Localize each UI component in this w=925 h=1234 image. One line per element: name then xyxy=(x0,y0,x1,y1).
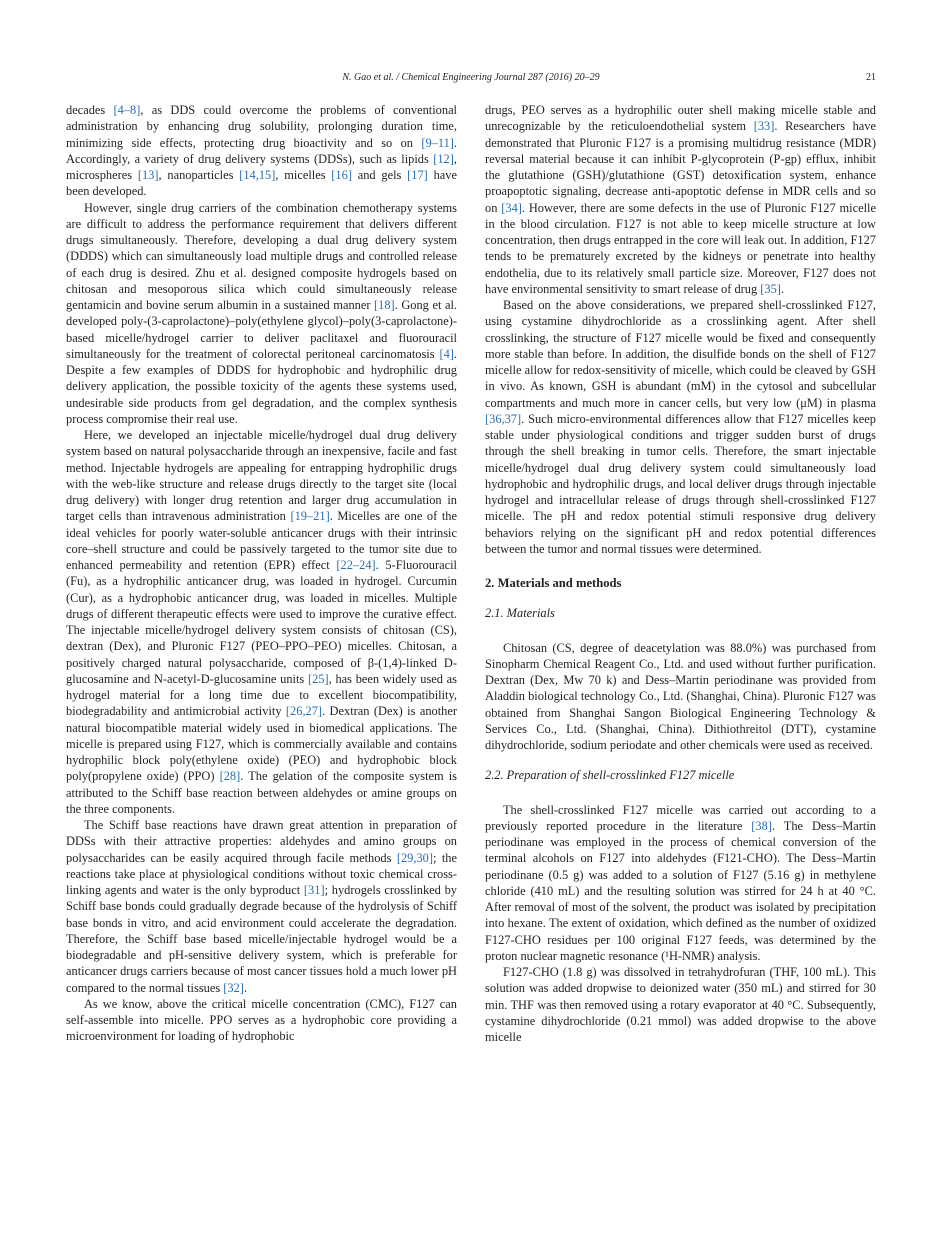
citation-link[interactable]: [4–8] xyxy=(113,103,141,117)
paragraph: Based on the above considerations, we prepared shell-crosslinked F127, using cystamine dihydrochloride as a crosslinking agent. After shell crosslinking, the structure of F127 micelle would be fixed and consequently more stable than before. In addition, the disulfide bonds on the shell of F127 micelle allow for redox-sensitivity of micelle, which could be cleaved by GSH in vivo. As known, GSH is abundant (mM) in the cytosol and subcellular compartments and much more in cancer cells, but very low (μM) in plasma [36,37]. Such micro-environmental differences allow that F127 micelles keep stable under physiological conditions and trigger sudden burst of drugs through the shell breaking in tumor cells. Therefore, the smart injectable micelle/hydrogel dual drug delivery system could simultaneously load hydrophobic and hydrophilic drugs, and local deliver drugs through injectable hydrogel and intracellular release of drugs through shell-crosslinked F127 micelle. The pH and redox potential stimuli responsive drug delivery behaviors relying on the significant pH and redox potential differences between the tumor and normal tissues were determined. xyxy=(485,298,876,556)
paragraph: F127-CHO (1.8 g) was dissolved in tetrahydrofuran (THF, 100 mL). This solution was added dropwise to deionized water (350 mL) and stirred for 30 min. THF was then removed using a rotary evaporator at 40 °C. Subsequently, cystamine dihydrochloride (0.21 mmol) was added dropwise to the above micelle xyxy=(485,965,876,1044)
citation-link[interactable]: [13] xyxy=(137,168,159,182)
paragraph: The shell-crosslinked F127 micelle was carried out according to a previously reported procedure in the literature [38]. The Dess–Martin periodinane was employed in the process of chemical conversion of the terminal alcohols on F127 into aldehydes (F121-CHO). The Dess–Martin periodinane (0.5 g) was added to a solution of F127 (5.16 g) in methylene chloride (410 mL) and the resulting solution was stirred for 24 h at 40 °C. After removal of most of the solvent, the product was isolated by precipitation into hexane. The extent of oxidation, which defined as the number of oxidized F127-CHO residues per 100 original F127 feeds, was determined by the proton nuclear magnetic resonance (¹H-NMR) analysis. xyxy=(485,802,876,963)
running-header xyxy=(66,72,876,88)
section-heading: 2. Materials and methods xyxy=(485,576,622,590)
citation-link[interactable]: [35] xyxy=(760,281,781,296)
paragraph: However, single drug carriers of the combination chemotherapy systems are difficult to address the performance requirement that delivers different drugs simultaneously. Therefore, developing a dual drug delivery system (DDDS) which can simultaneously load multiple drugs and controlled release of each drug is desired. Zhu et al. designed composite hydrogels based on chitosan and mesoporous silica which could simultaneously release gentamicin and bovine serum albumin in a sustained manner [18]. Gong et al. developed poly-(3-caprolactone)–poly(ethylene glycol)–poly(3-caprolactone)-based micelle/hydrogel carrier to deliver paclitaxel and fluorouracil simultaneously for the treatment of colorectal peritoneal carcinomatosis [4]. Despite a few examples of DDDS for hydrophobic and hydrophilic drug delivery application, the possible toxicity of the agents these systems used, undesirable side products from gel degradation, and the complex synthesis process compromise their real use. xyxy=(66,200,457,426)
paragraph: Chitosan (CS, degree of deacetylation was 88.0%) was purchased from Sinopharm Chemical Reagent Co., Ltd. and used without further purification. Dextran (Dex, Mw 70 k) and Dess–Martin periodinane was provided from Aladdin biological technology Co., Ltd. (Shanghai, China). Pluronic F127 was obtained from Shanghai Sangon Biological Engineering Technology & Services Co., Ltd. (Shanghai, China). Dithiothreitol (DTT), cystamine dihydrochloride, sodium periodate and other chemicals were used as received. xyxy=(485,640,876,752)
citation-link[interactable]: [9–11] xyxy=(421,135,454,150)
citation-link[interactable]: [33] xyxy=(753,119,775,134)
citation-link[interactable]: [18] xyxy=(374,298,395,312)
citation-link[interactable]: [31] xyxy=(303,883,325,897)
citation-link[interactable]: [16] xyxy=(331,168,352,182)
citation-link[interactable]: [17] xyxy=(407,168,428,182)
citation-link[interactable]: [22–24] xyxy=(336,558,376,572)
paragraph: Here, we developed an injectable micelle/hydrogel dual drug delivery system based on natural polysaccharide through an inexpensive, facile and fast method. Injectable hydrogels are appealing for entrapping hydrophilic drugs with the web-like structure and release drugs directly to the target site (local drug delivery) with longer drug retention and larger drug accumulation in target cells than intravenous administration [19–21]. Micelles are one of the ideal vehicles for poorly water-soluble anticancer drugs with their intrinsic core–shell structure and could be passively targeted to the tumor site due to enhanced permeability and retention (EPR) effect [22–24]. 5-Fluorouracil (Fu), as a hydrophilic anticancer drug, was loaded in hydrogel. Curcumin (Cur), as a hydrophobic anticancer drug, was loaded in micelles. Multiple drugs of different therapeutic effects were used to improve the curative effect. The injectable micelle/hydrogel delivery system consists of chitosan (CS), dextran (Dex), and Pluronic F127 (PEO–PPO–PEO) micelles. Chitosan, a positively charged natural polysaccharide, composed of β-(1,4)-linked D-glucosamine and N-acetyl-D-glucosamine units [25], has been widely used as hydrogel material for a long time due to excellent biocompatibility, biodegradability and antimicrobial activity [26,27]. Dextran (Dex) is another natural biocompatible material widely used in biomedical applications. The micelle is prepared using F127, which is commercially available and contains hydrophilic block poly(ethylene oxide) (PEO) and hydrophobic block poly(propylene oxide) (PPO) [28]. The gelation of the composite system is attributed to the Schiff base reaction between aldehydes or amine groups on the three components. xyxy=(66,428,458,816)
citation-link[interactable]: [38] xyxy=(751,818,772,833)
citation-link[interactable]: [29,30] xyxy=(396,850,433,865)
paragraph: decades [4–8], as DDS could overcome the problems of conventional administration by enhancing drug solubility, prolonging duration time, minimizing side effects, protecting drug bioactivity and so on [9–11]. Accordingly, a variety of drug delivery systems (DDSs), such as lipids [12], microspheres [13], nanoparticles [14,15], micelles [16] and gels [17] have been developed. xyxy=(66,103,458,199)
citation-link[interactable]: [14,15] xyxy=(239,168,276,182)
page-number: 21 xyxy=(866,72,876,83)
citation-link[interactable]: [19–21] xyxy=(290,509,330,524)
left-column xyxy=(66,102,457,1045)
paragraph: The Schiff base reactions have drawn great attention in preparation of DDSs with their attractive properties: aldehydes and amino groups on polysaccharides can be easily acquired through facile methods [29,30]; the reactions take place at physiological conditions without toxic chemical cross-linking agents and water is the only byproduct [31]; hydrogels crosslinked by Schiff base bonds could gradually degrade because of the hydrolysis of Schiff base bonds in vitro, and acid environment could accelerate the degradation. Therefore, the Schiff base based micelle/injectable hydrogel would be a biodegradable and pH-sensitive delivery system, which is preferable for anticancer drugs carriers because of most cancer tissues hold a much lower pH compared to the normal tissues [32]. xyxy=(66,818,457,995)
subsection-heading: 2.1. Materials xyxy=(485,606,555,621)
citation-link[interactable]: [4] xyxy=(439,346,454,361)
citation-link[interactable]: [32] xyxy=(223,980,244,995)
citation-link[interactable]: [28] xyxy=(219,769,241,784)
right-column xyxy=(485,102,876,1045)
citation-link[interactable]: [36,37] xyxy=(485,411,522,426)
paragraph: drugs, PEO serves as a hydrophilic outer shell making micelle stable and unrecognizable by the reticuloendothelial system [33]. Researchers have demonstrated that Pluronic F127 is a promising multidrug resistance (MDR) reversal material because it can inhibit P-glycoprotein (P-gp) efflux, inhibit the glutathione (GSH)/glutathione (GST) detoxification system, enhance proapoptotic signaling, decrease anti-apoptotic defense in MDR cells and so on [34]. However, there are some defects in the use of Pluronic F127 micelle in the blood circulation. F127 is not able to keep micelle structure at low concentration, then drugs entrapped in the core will leak out. In addition, F127 tends to be prematurely excreted by the kidneys or penetrate into healthy endothelia, due to its relatively small particle size. Moreover, F127 does not have environmental sensitivity to smart release of drug [35]. xyxy=(485,103,876,296)
journal-citation: N. Gao et al. / Chemical Engineering Journal 287 (2016) 20–29 xyxy=(342,72,600,83)
citation-link[interactable]: [26,27] xyxy=(285,704,323,719)
citation-link[interactable]: [25] xyxy=(307,671,329,686)
paragraph: As we know, above the critical micelle concentration (CMC), F127 can self-assemble into micelle. PPO serves as a hydrophobic core providing a microenvironment for loading of hydrophobic xyxy=(66,996,457,1044)
subsection-heading: 2.2. Preparation of shell-crosslinked F127 micelle xyxy=(485,768,735,783)
citation-link[interactable]: [34] xyxy=(501,200,522,215)
citation-link[interactable]: [12] xyxy=(433,151,454,166)
